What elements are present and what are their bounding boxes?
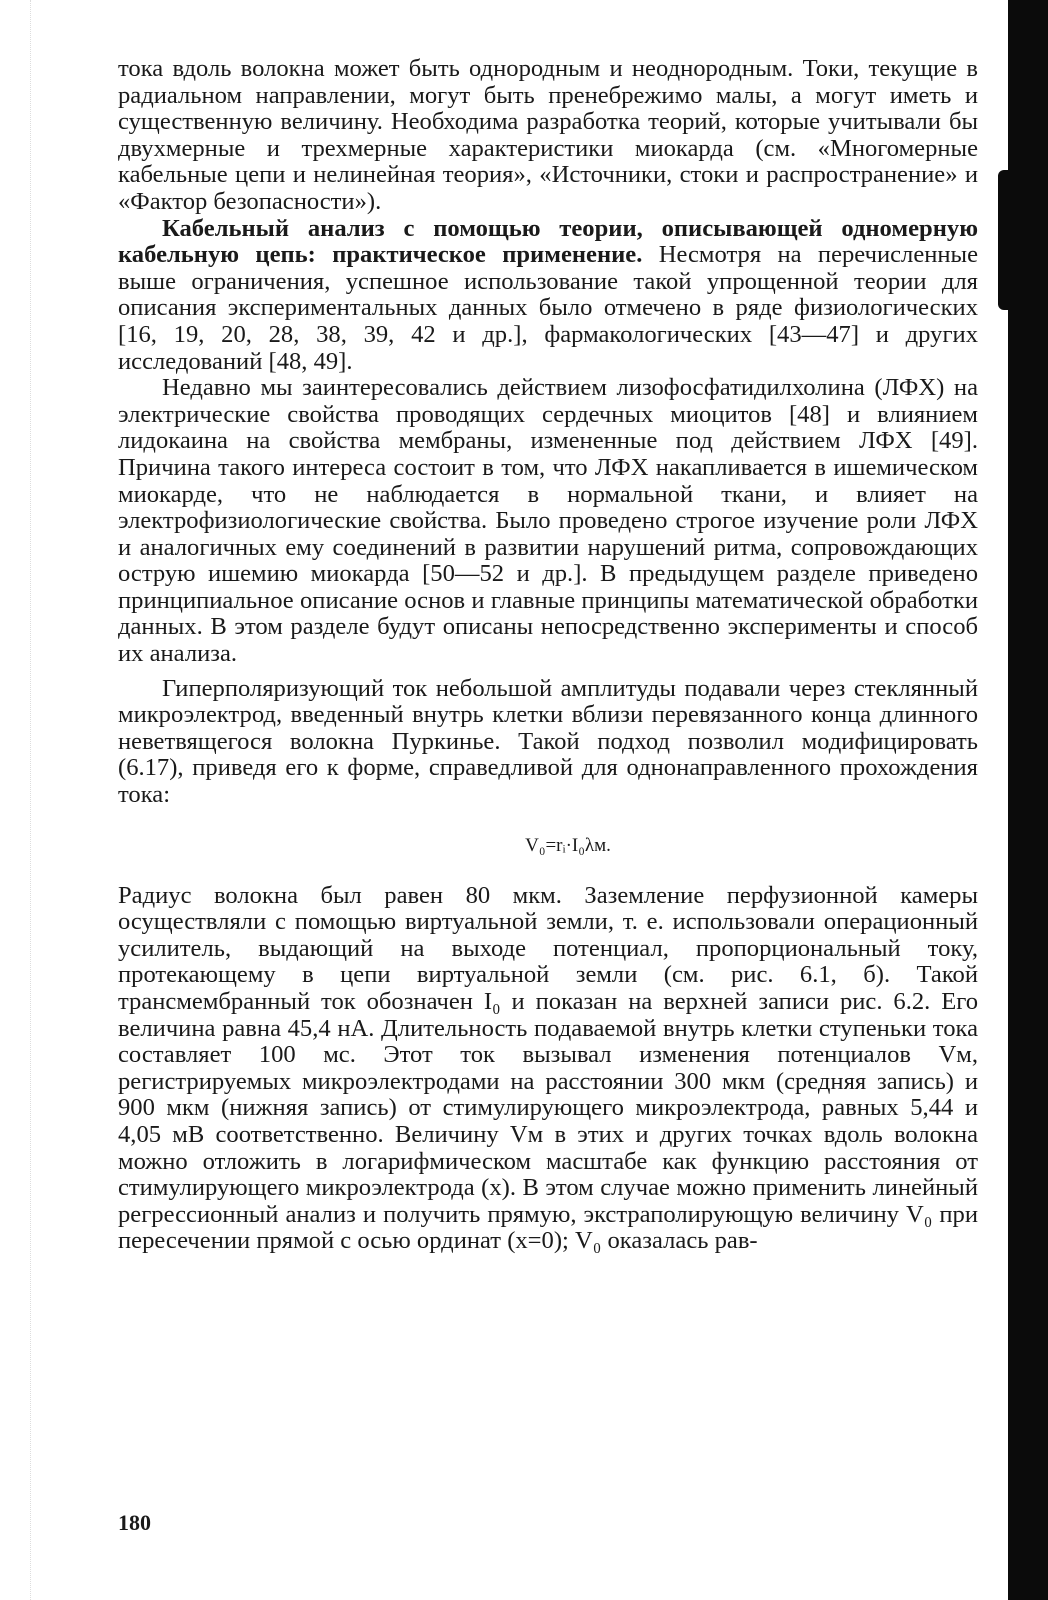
scan-dark-edge-notch xyxy=(998,170,1012,310)
scan-dark-edge xyxy=(1008,0,1048,1600)
body-text xyxy=(118,56,978,1255)
formula: V₀=rᵢ·I₀λм. xyxy=(525,834,611,856)
section-paragraph-text: Несмотря на перечисленные выше ограничения, успешное использование такой упрощенной теории для описания экспериментальных данных было отмечено в ряде физиологических [16, 19, 20, 28, 38, 39, 42 и др.], фармакологических [43—47] и других исследований [48, 49]. xyxy=(118,241,978,375)
paragraph-continuation: тока вдоль волокна может быть однородным и неоднородным. Токи, текущие в радиальном направлении, могут быть пренебрежимо малы, а могут иметь и существенную величину. Необходима разработка теорий, которые учитывали бы двухмерные и трехмерные характеристики миокарда (см. «Многомерные кабельные цепи и нелинейная теория», «Источники, стоки и распространение» и «Фактор безопасности»). xyxy=(118,55,978,215)
paragraph-method: Гиперполяризующий ток небольшой амплитуды подавали через стеклянный микроэлектрод, введенный внутрь клетки вблизи перевязанного конца длинного неветвящегося волокна Пуркинье. Такой подход позволил модифицировать (6.17), приведя его к форме, справедливой для однонаправленного прохождения тока: xyxy=(118,674,978,809)
scan-margin-specks xyxy=(30,0,41,1600)
section-heading: Кабельный анализ с помощью теории, описывающей одномерную кабельную цепь: практическое применение. xyxy=(118,214,978,269)
paragraph-results: Радиус волокна был равен 80 мкм. Заземление перфузионной камеры осуществляли с помощью виртуальной земли, т. е. использовали операционный усилитель, выдающий на выходе потенциал, пропорциональный току, протекающему в цепи виртуальной земли (см. рис. 6.1, б). Такой трансмембранный ток обозначен I₀ и показан на верхней записи рис. 6.2. Его величина равна 45,4 нА. Длительность подаваемой внутрь клетки ступеньки тока составляет 100 мс. Этот ток вызывал изменения потенциалов Vм, регистрируемых микроэлектродами на расстоянии 300 мкм (средняя запись) и 900 мкм (нижняя запись) от стимулирующего микроэлектрода, равных 5,44 и 4,05 мВ соответственно. Величину Vм в этих и других точках вдоль волокна можно отложить в логарифмическом масштабе как функцию расстояния от стимулирующего микроэлектрода (x). В этом случае можно применить линейный регрессионный анализ и получить прямую, экстраполирующую величину V₀ при пересечении прямой с осью ординат (x=0); V₀ оказалась рав- xyxy=(118,881,978,1255)
paragraph-lpc: Недавно мы заинтересовались действием лизофосфатидилхолина (ЛФХ) на электрические свойства проводящих сердечных миоцитов [48] и влиянием лидокаина на свойства мембраны, измененные под действием ЛФХ [49]. Причина такого интереса состоит в том, что ЛФХ накапливается в ишемическом миокарде, что не наблюдается в нормальной ткани, и влияет на электрофизиологические свойства. Было проведено строгое изучение роли ЛФХ и аналогичных ему соединений в развитии нарушений ритма, сопровождающих острую ишемию миокарда [50—52 и др.]. В предыдущем разделе приведено принципиальное описание основ и главные принципы математической обработки данных. В этом разделе будут описаны непосредственно эксперименты и способ их анализа. xyxy=(118,374,978,668)
section-paragraph xyxy=(118,216,978,376)
page-number: 180 xyxy=(118,1510,151,1535)
